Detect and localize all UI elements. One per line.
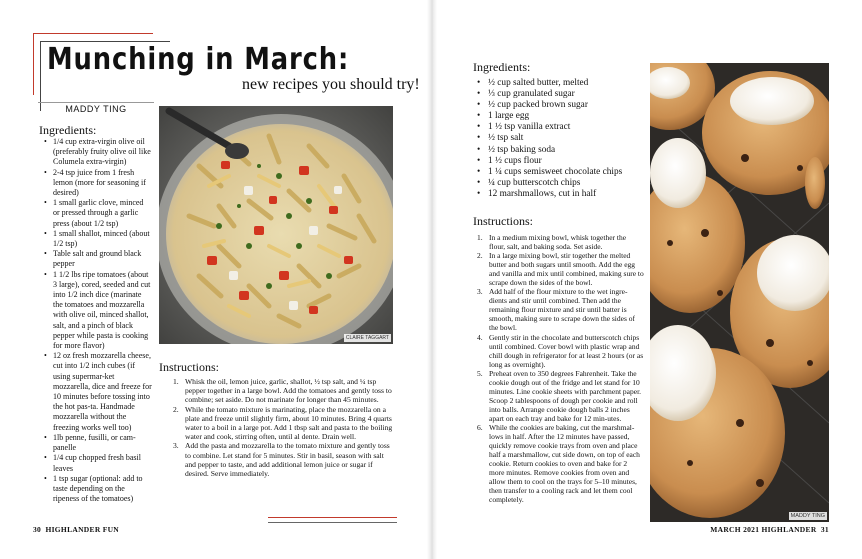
article-title: Munching in March: xyxy=(47,42,350,77)
cookie-instructions-heading: Instructions: xyxy=(473,214,533,228)
list-item xyxy=(477,251,644,287)
list-item: • 1 ¼ cups semisweet chocolate chips xyxy=(477,167,647,178)
title-frame-red-top xyxy=(33,33,153,34)
cookie-instructions-list xyxy=(477,233,644,504)
footer-left-folio: 30 HIGHLANDER FUN xyxy=(33,525,120,534)
step-text: Preheat oven to 350 degrees Fahrenheit. Take the cookie dough out of the fridge and let stand for 10 minutes. Line cookie sheets with parchment paper. Scoop 2 tablespoons of dough per cookie and roll into balls. Arrange cookie dough balls 2 inches apart on each tray and bake for 12 min-utes. xyxy=(489,368,642,423)
list-item: • Table salt and ground black pepper xyxy=(44,249,152,269)
pasta-salad-illustration xyxy=(159,106,393,344)
byline-rule xyxy=(38,102,154,103)
list-item: • 1 ½ cups flour xyxy=(477,156,647,167)
list-item xyxy=(477,333,644,369)
step-text: Add the pasta and mozzarella to the tomato mixture and gently toss to combine. Let stand for 5 minutes. Stir in basil, season with salt and pepper to taste, and add additional lemon juice or sugar if desired. Serve immediately. xyxy=(185,441,390,479)
list-item xyxy=(477,233,644,251)
step-text: In a large mixing bowl, stir together the melted butter and both sugars until smooth. Add the egg and vanilla and mix until combined, making sure to scrape down the sides of the bowl. xyxy=(489,251,644,288)
cookie-ingredients-list xyxy=(477,78,647,200)
list-item: • 1 large egg xyxy=(477,111,647,122)
list-item xyxy=(477,369,644,423)
pasta-ingredients-list xyxy=(44,137,152,504)
pasta-photo-credit: CLAIRE TAGGART xyxy=(345,335,389,341)
step-text: Add half of the flour mixture to the wet ingre-dients and stir until combined. Then add the remaining flour mixture and stir until batter is smooth, making sure to scrape down the sides of the bowl. xyxy=(489,287,636,333)
step-text: While the cookies are baking, cut the marshmal-lows in half. After the 12 minutes have passed, quickly remove cookie trays from oven and place half a marshmallow, cut side down, on top of each cookie. Return cookies to oven and bake for 2 more minutes. Remove cookies from oven and allow them to cool on the trays for 5–10 minutes, then transfer to a cooling rack and let them cool completely. xyxy=(489,422,640,505)
list-item xyxy=(173,377,395,405)
list-item: • ½ tsp baking soda xyxy=(477,145,647,156)
pasta-salad-photo xyxy=(159,106,393,344)
footer-accent-rule-red xyxy=(268,517,397,518)
list-item: • 1lb penne, fusilli, or cam-panelle xyxy=(44,433,152,453)
cookie-ingredients-heading: Ingredients: xyxy=(473,60,531,74)
cookies-photo-credit: MADDY TING xyxy=(790,513,825,519)
step-text: Whisk the oil, lemon juice, garlic, shallot, ½ tsp salt, and ¼ tsp pepper together in a large bowl. Add the tomatoes and gently toss to combine; set aside. Do not marinate for longer than 45 minutes. xyxy=(185,377,392,405)
title-frame-red-left xyxy=(33,33,34,95)
pasta-instructions-heading: Instructions: xyxy=(159,360,219,374)
step-text: While the tomato mixture is marinating, place the mozzarella on a plate and freeze until slightly firm, about 10 minutes. Bring 4 quarts water to a boil in a large pot. Add 1 tbsp salt and pasta to the boiling water and cook, stirring often, until al dente. Drain well. xyxy=(185,404,393,442)
step-number: 1. xyxy=(173,377,179,386)
list-item: • 1 1/2 lbs ripe tomatoes (about 3 large), cored, seeded and cut into 1/2 inch dice (marinate the tomatoes and mozzarella with olive oil, minced shallot, salt, and a pinch of black pepper while pasta is cooking for more flavor) xyxy=(44,270,152,352)
footer-right-folio: MARCH 2021 HIGHLANDER 31 xyxy=(710,525,829,534)
list-item: • 1 ½ tsp vanilla extract xyxy=(477,122,647,133)
step-text: Gently stir in the chocolate and butterscotch chips until combined. Cover bowl with plastic wrap and chill dough in refrigerator for at least 2 hours (or as long as overnight). xyxy=(489,332,644,369)
step-number: 2. xyxy=(477,251,483,261)
list-item: • 1 small garlic clove, minced or pressed through a garlic press (about 1/2 tsp) xyxy=(44,198,152,229)
list-item: • 1 small shallot, minced (about 1/2 tsp) xyxy=(44,229,152,249)
pasta-ingredients-heading: Ingredients: xyxy=(39,123,97,137)
list-item: • 12 marshmallows, cut in half xyxy=(477,189,647,200)
list-item xyxy=(173,405,395,442)
pasta-instructions-list xyxy=(173,377,395,478)
title-frame-dark-left xyxy=(40,41,41,111)
list-item: • 1/4 cup chopped fresh basil leaves xyxy=(44,453,152,473)
list-item: • ½ cup salted butter, melted xyxy=(477,78,647,89)
list-item xyxy=(477,423,644,504)
byline: MADDY TING xyxy=(65,104,127,114)
step-number: 6. xyxy=(477,422,483,432)
list-item: • ⅓ cup granulated sugar xyxy=(477,89,647,100)
step-text: In a medium mixing bowl, whisk together the flour, salt, and baking soda. Set aside. xyxy=(489,233,627,252)
list-item: • ¼ cup butterscotch chips xyxy=(477,178,647,189)
list-item: • 2-4 tsp juice from 1 fresh lemon (more for seasoning if desired) xyxy=(44,168,152,199)
step-number: 4. xyxy=(477,332,483,342)
list-item: • 1 tsp sugar (optional: add to taste depending on the ripeness of the tomatoes) xyxy=(44,474,152,505)
step-number: 5. xyxy=(477,368,483,378)
list-item xyxy=(477,287,644,332)
footer-accent-rule-gray xyxy=(268,522,397,523)
smores-cookies-illustration xyxy=(650,63,829,522)
list-item: • 12 oz fresh mozzarella cheese, cut into 1/2 inch cubes (if using supermar-ket mozzarella, dice and freeze for 10 minutes before tossing into the hot pas-ta. Handmade mozzarella without the freezing works well too) xyxy=(44,351,152,433)
list-item: • 1/4 cup extra-virgin olive oil (preferably fruity olive oil like Columela extra-virgin) xyxy=(44,137,152,168)
step-number: 1. xyxy=(477,233,483,242)
step-number: 3. xyxy=(173,441,179,451)
article-subtitle: new recipes you should try! xyxy=(242,76,420,93)
list-item xyxy=(173,441,395,478)
step-number: 3. xyxy=(477,287,483,297)
cookies-photo xyxy=(650,63,829,522)
page-gutter xyxy=(427,0,437,559)
list-item: • ½ cup packed brown sugar xyxy=(477,100,647,111)
list-item: • ½ tsp salt xyxy=(477,133,647,144)
step-number: 2. xyxy=(173,404,179,414)
